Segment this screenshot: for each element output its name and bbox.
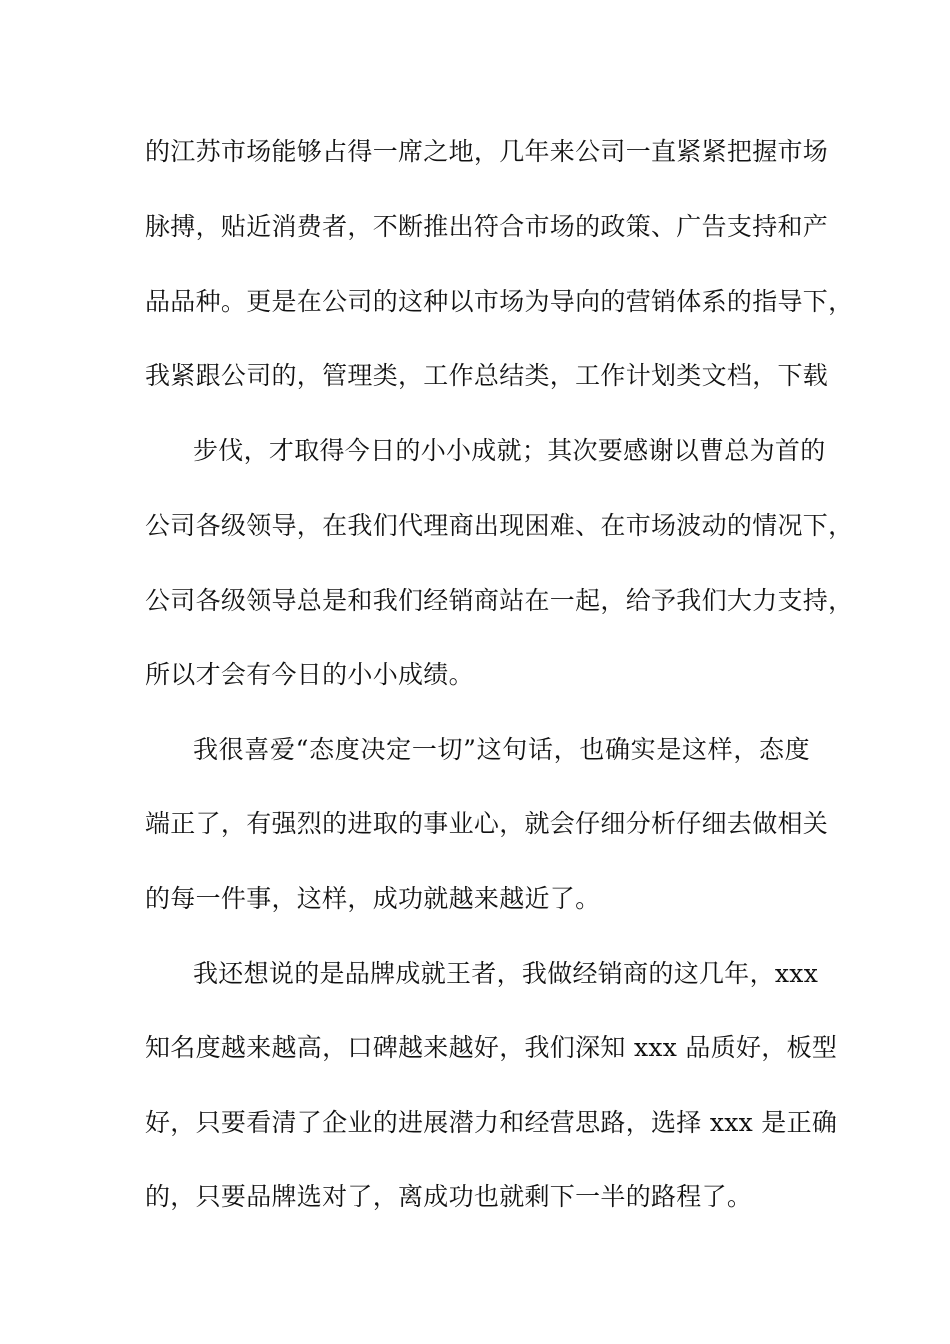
text-line: 好，只要看清了企业的进展潜力和经营思路，选择 xxx 是正确 [145, 1108, 838, 1137]
text-line: 所以才会有今日的小小成绩。 [145, 660, 474, 689]
text-line: 公司各级领导，在我们代理商出现困难、在市场波动的情况下， [145, 511, 854, 540]
text-line: 的，只要品牌选对了，离成功也就剩下一半的路程了。 [145, 1182, 753, 1211]
text-line: 脉搏，贴近消费者，不断推出符合市场的政策、广告支持和产 [145, 212, 829, 241]
text-line: 知名度越来越高，口碑越来越好，我们深知 xxx 品质好，板型 [145, 1033, 838, 1062]
text-line: 我还想说的是品牌成就王者，我做经销商的这几年，xxx [193, 959, 819, 988]
text-line: 公司各级领导总是和我们经销商站在一起，给予我们大力支持， [145, 586, 854, 615]
text-line: 的江苏市场能够占得一席之地，几年来公司一直紧紧把握市场 [145, 137, 829, 166]
text-line: 品品种。更是在公司的这种以市场为导向的营销体系的指导下， [145, 287, 854, 316]
text-line: 的每一件事，这样，成功就越来越近了。 [145, 884, 601, 913]
text-line: 端正了，有强烈的进取的事业心，就会仔细分析仔细去做相关 [145, 809, 829, 838]
text-line: 步伐，才取得今日的小小成就；其次要感谢以曹总为首的 [193, 436, 826, 465]
text-line: 我紧跟公司的，管理类，工作总结类，工作计划类文档，下载 [145, 361, 829, 390]
text-line: 我很喜爱“态度决定一切”这句话，也确实是这样，态度 [193, 735, 810, 764]
